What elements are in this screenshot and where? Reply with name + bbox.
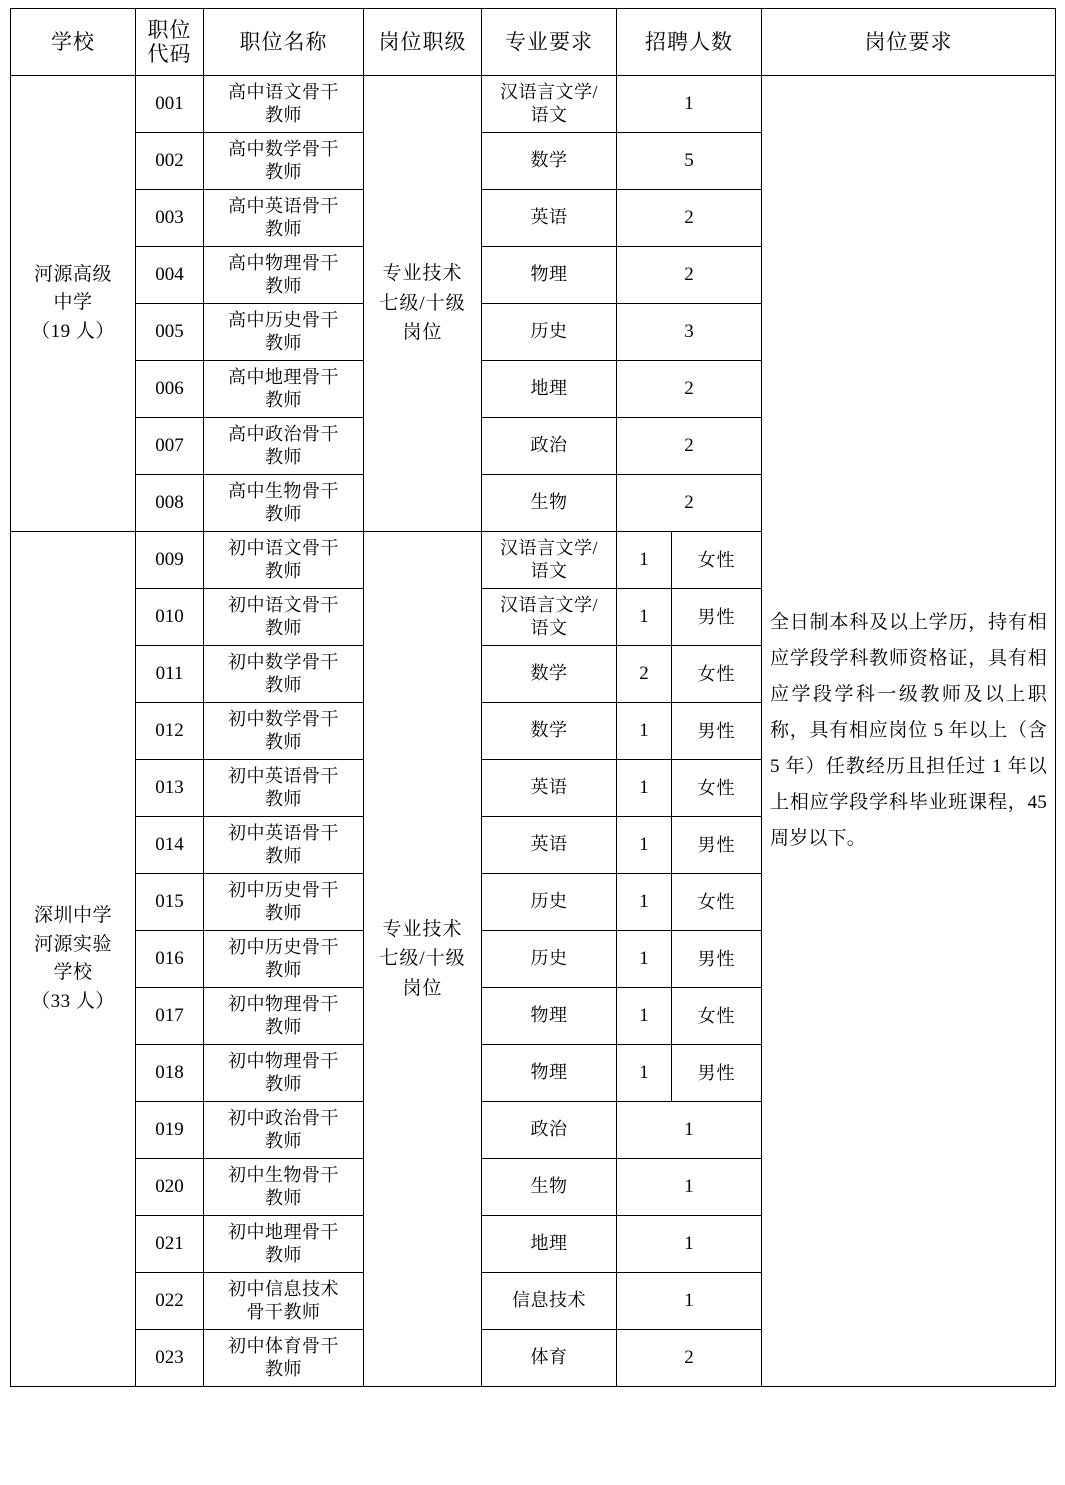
cell-position-title xyxy=(204,76,364,133)
position-title-line: 高中历史骨干 xyxy=(228,309,339,330)
position-title-line: 高中政治骨干 xyxy=(228,423,339,444)
cell-position-code: 010 xyxy=(136,589,204,646)
job-level-line: 七级/十级 xyxy=(379,948,466,970)
cell-job-level xyxy=(364,76,482,532)
position-title-line: 高中物理骨干 xyxy=(228,252,339,273)
table-header xyxy=(11,9,1056,76)
school-line: 河源高级 xyxy=(33,263,112,285)
position-title-line: 初中政治骨干 xyxy=(228,1107,339,1128)
cell-recruit-count: 1 xyxy=(617,817,672,874)
major-line: 语文 xyxy=(530,561,568,581)
cell-position-title xyxy=(204,703,364,760)
cell-major-requirement xyxy=(482,988,617,1045)
cell-position-code: 004 xyxy=(136,247,204,304)
position-title-line: 教师 xyxy=(265,162,302,182)
cell-position-code: 003 xyxy=(136,190,204,247)
column-header-title: 职位名称 xyxy=(204,9,364,76)
job-level-line: 七级/十级 xyxy=(379,292,466,314)
cell-position-code: 018 xyxy=(136,1045,204,1102)
school-line: （33 人） xyxy=(31,990,115,1012)
cell-recruit-count: 1 xyxy=(617,1045,672,1102)
column-header-code xyxy=(136,9,204,76)
major-line: 物理 xyxy=(530,1005,568,1026)
school-line: （19 人） xyxy=(31,320,115,342)
cell-position-title xyxy=(204,589,364,646)
column-header-code-line1: 职位 xyxy=(147,17,192,42)
cell-major-requirement xyxy=(482,532,617,589)
cell-major-requirement xyxy=(482,760,617,817)
cell-job-level xyxy=(364,532,482,1387)
cell-recruit-count: 1 xyxy=(617,874,672,931)
cell-major-requirement xyxy=(482,703,617,760)
cell-major-requirement xyxy=(482,304,617,361)
position-title-line: 教师 xyxy=(265,504,302,524)
position-title-line: 教师 xyxy=(265,1074,302,1094)
school-line: 深圳中学 xyxy=(33,905,112,926)
cell-position-title xyxy=(204,817,364,874)
cell-position-title xyxy=(204,760,364,817)
major-line: 汉语言文学/ xyxy=(499,81,598,102)
cell-recruit-count: 5 xyxy=(617,133,762,190)
major-line: 数学 xyxy=(530,150,568,171)
cell-major-requirement xyxy=(482,1330,617,1387)
cell-recruit-count: 2 xyxy=(617,418,762,475)
job-level-line: 岗位 xyxy=(402,322,443,344)
cell-position-code: 020 xyxy=(136,1159,204,1216)
position-title-line: 高中地理骨干 xyxy=(228,366,339,387)
position-title-line: 教师 xyxy=(265,447,302,467)
major-line: 英语 xyxy=(530,207,568,228)
cell-position-code: 009 xyxy=(136,532,204,589)
position-title-line: 教师 xyxy=(265,1359,302,1379)
cell-major-requirement xyxy=(482,190,617,247)
position-title-line: 教师 xyxy=(265,846,302,866)
cell-major-requirement xyxy=(482,874,617,931)
position-title-line: 初中地理骨干 xyxy=(228,1221,339,1242)
cell-major-requirement xyxy=(482,133,617,190)
cell-gender: 女性 xyxy=(672,532,762,589)
cell-position-title xyxy=(204,1045,364,1102)
column-header-code-line2: 代码 xyxy=(147,42,192,66)
cell-position-code: 007 xyxy=(136,418,204,475)
cell-position-code: 011 xyxy=(136,646,204,703)
cell-gender: 女性 xyxy=(672,646,762,703)
major-line: 汉语言文学/ xyxy=(499,537,598,558)
cell-position-code: 001 xyxy=(136,76,204,133)
major-line: 英语 xyxy=(530,834,568,855)
position-title-line: 初中体育骨干 xyxy=(228,1335,339,1356)
cell-position-title xyxy=(204,133,364,190)
cell-position-title xyxy=(204,190,364,247)
major-line: 汉语言文学/ xyxy=(499,594,598,615)
position-title-line: 教师 xyxy=(265,105,302,125)
cell-recruit-count: 1 xyxy=(617,760,672,817)
cell-recruit-count: 1 xyxy=(617,1273,762,1330)
cell-position-code: 022 xyxy=(136,1273,204,1330)
cell-position-title xyxy=(204,646,364,703)
position-title-line: 教师 xyxy=(265,390,302,410)
job-level-line: 专业技术 xyxy=(382,918,463,940)
school-line: 河源实验 xyxy=(33,933,112,955)
major-line: 数学 xyxy=(530,720,568,741)
position-title-line: 高中语文骨干 xyxy=(228,81,339,102)
cell-major-requirement xyxy=(482,646,617,703)
cell-major-requirement xyxy=(482,931,617,988)
cell-recruit-count: 2 xyxy=(617,1330,762,1387)
position-title-line: 教师 xyxy=(265,561,302,581)
position-title-line: 初中物理骨干 xyxy=(228,993,339,1014)
cell-position-code: 014 xyxy=(136,817,204,874)
cell-major-requirement xyxy=(482,76,617,133)
cell-major-requirement xyxy=(482,1102,617,1159)
cell-gender: 男性 xyxy=(672,817,762,874)
column-header-count: 招聘人数 xyxy=(617,9,762,76)
cell-position-title xyxy=(204,532,364,589)
position-title-line: 初中信息技术 xyxy=(228,1278,339,1299)
cell-recruit-count: 1 xyxy=(617,1102,762,1159)
cell-recruit-count: 1 xyxy=(617,703,672,760)
position-title-line: 初中数学骨干 xyxy=(228,651,339,672)
school-line: 学校 xyxy=(53,962,93,983)
cell-major-requirement xyxy=(482,475,617,532)
cell-recruit-count: 1 xyxy=(617,589,672,646)
cell-recruit-count: 2 xyxy=(617,247,762,304)
major-line: 生物 xyxy=(530,492,568,513)
major-line: 历史 xyxy=(530,948,568,969)
position-title-line: 初中生物骨干 xyxy=(228,1164,339,1185)
table-row xyxy=(11,76,1056,133)
cell-recruit-count: 1 xyxy=(617,988,672,1045)
position-title-line: 高中英语骨干 xyxy=(228,195,339,216)
position-title-line: 教师 xyxy=(265,675,302,695)
position-title-line: 教师 xyxy=(265,1131,302,1151)
major-line: 生物 xyxy=(530,1176,568,1197)
position-title-line: 教师 xyxy=(265,1188,302,1208)
position-title-line: 骨干教师 xyxy=(246,1302,321,1322)
position-title-line: 教师 xyxy=(265,276,302,296)
major-line: 体育 xyxy=(530,1347,568,1368)
job-level-line: 岗位 xyxy=(402,977,443,999)
position-title-line: 初中英语骨干 xyxy=(228,822,339,843)
position-title-line: 初中物理骨干 xyxy=(228,1050,339,1071)
table-body xyxy=(11,76,1056,1387)
position-title-line: 教师 xyxy=(265,903,302,923)
cell-position-code: 002 xyxy=(136,133,204,190)
column-header-school: 学校 xyxy=(11,9,136,76)
column-header-level: 岗位职级 xyxy=(364,9,482,76)
school-line: 中学 xyxy=(53,292,93,314)
cell-position-code: 015 xyxy=(136,874,204,931)
cell-gender: 男性 xyxy=(672,703,762,760)
cell-job-requirement: 全日制本科及以上学历，持有相应学段学科教师资格证，具有相应学段学科一级教师及以上职称，具有相应岗位 5 年以上（含 5 年）任教经历且担任过 1 年以上相应学段学科毕业班课程，45 周岁以下。 xyxy=(762,76,1056,1387)
cell-position-title xyxy=(204,247,364,304)
position-title-line: 初中历史骨干 xyxy=(228,879,339,900)
major-line: 地理 xyxy=(530,1233,568,1254)
major-line: 历史 xyxy=(530,891,568,912)
cell-recruit-count: 2 xyxy=(617,646,672,703)
cell-position-code: 016 xyxy=(136,931,204,988)
cell-gender: 男性 xyxy=(672,931,762,988)
cell-major-requirement xyxy=(482,361,617,418)
cell-position-title xyxy=(204,1216,364,1273)
cell-school xyxy=(11,76,136,532)
cell-gender: 女性 xyxy=(672,874,762,931)
position-title-line: 初中历史骨干 xyxy=(228,936,339,957)
column-header-requirement: 岗位要求 xyxy=(762,9,1056,76)
major-line: 地理 xyxy=(530,378,568,399)
position-title-line: 教师 xyxy=(265,333,302,353)
cell-position-code: 013 xyxy=(136,760,204,817)
major-line: 物理 xyxy=(530,264,568,285)
cell-position-code: 019 xyxy=(136,1102,204,1159)
position-title-line: 教师 xyxy=(265,1017,302,1037)
job-listing-table-container xyxy=(10,8,1055,1387)
cell-position-title xyxy=(204,1273,364,1330)
cell-major-requirement xyxy=(482,1045,617,1102)
position-title-line: 教师 xyxy=(265,789,302,809)
column-header-major: 专业要求 xyxy=(482,9,617,76)
cell-major-requirement xyxy=(482,418,617,475)
position-title-line: 初中语文骨干 xyxy=(228,537,339,558)
cell-recruit-count: 1 xyxy=(617,1159,762,1216)
cell-recruit-count: 3 xyxy=(617,304,762,361)
cell-position-title xyxy=(204,1159,364,1216)
cell-position-title xyxy=(204,874,364,931)
cell-recruit-count: 2 xyxy=(617,190,762,247)
cell-recruit-count: 1 xyxy=(617,1216,762,1273)
major-line: 物理 xyxy=(530,1062,568,1083)
cell-position-title xyxy=(204,475,364,532)
major-line: 英语 xyxy=(530,777,568,798)
major-line: 数学 xyxy=(530,663,568,684)
major-line: 政治 xyxy=(530,1119,568,1140)
major-line: 语文 xyxy=(530,618,568,638)
cell-position-code: 017 xyxy=(136,988,204,1045)
cell-recruit-count: 1 xyxy=(617,76,762,133)
cell-position-title xyxy=(204,1330,364,1387)
position-title-line: 初中英语骨干 xyxy=(228,765,339,786)
cell-major-requirement xyxy=(482,1216,617,1273)
cell-position-title xyxy=(204,361,364,418)
position-title-line: 教师 xyxy=(265,618,302,638)
position-title-line: 教师 xyxy=(265,732,302,752)
cell-gender: 女性 xyxy=(672,760,762,817)
job-listing-table xyxy=(10,8,1056,1387)
cell-gender: 男性 xyxy=(672,1045,762,1102)
cell-recruit-count: 1 xyxy=(617,931,672,988)
position-title-line: 教师 xyxy=(265,219,302,239)
cell-gender: 女性 xyxy=(672,988,762,1045)
cell-recruit-count: 1 xyxy=(617,532,672,589)
position-title-line: 初中语文骨干 xyxy=(228,594,339,615)
table-header-row xyxy=(11,9,1056,76)
cell-position-code: 021 xyxy=(136,1216,204,1273)
cell-position-code: 012 xyxy=(136,703,204,760)
cell-position-code: 023 xyxy=(136,1330,204,1387)
cell-major-requirement xyxy=(482,1273,617,1330)
major-line: 信息技术 xyxy=(512,1290,586,1311)
cell-recruit-count: 2 xyxy=(617,475,762,532)
major-line: 语文 xyxy=(530,105,568,125)
major-line: 政治 xyxy=(530,435,568,456)
cell-position-code: 006 xyxy=(136,361,204,418)
cell-position-code: 005 xyxy=(136,304,204,361)
major-line: 历史 xyxy=(530,321,568,342)
position-title-line: 高中数学骨干 xyxy=(228,138,339,159)
cell-position-code: 008 xyxy=(136,475,204,532)
position-title-line: 初中数学骨干 xyxy=(228,708,339,729)
position-title-line: 教师 xyxy=(265,960,302,980)
cell-major-requirement xyxy=(482,817,617,874)
cell-major-requirement xyxy=(482,589,617,646)
cell-position-title xyxy=(204,304,364,361)
cell-major-requirement xyxy=(482,247,617,304)
position-title-line: 教师 xyxy=(265,1245,302,1265)
cell-recruit-count: 2 xyxy=(617,361,762,418)
cell-position-title xyxy=(204,988,364,1045)
cell-major-requirement xyxy=(482,1159,617,1216)
cell-school xyxy=(11,532,136,1387)
cell-position-title xyxy=(204,1102,364,1159)
position-title-line: 高中生物骨干 xyxy=(228,480,339,501)
job-level-line: 专业技术 xyxy=(382,263,463,285)
cell-gender: 男性 xyxy=(672,589,762,646)
cell-position-title xyxy=(204,931,364,988)
cell-position-title xyxy=(204,418,364,475)
